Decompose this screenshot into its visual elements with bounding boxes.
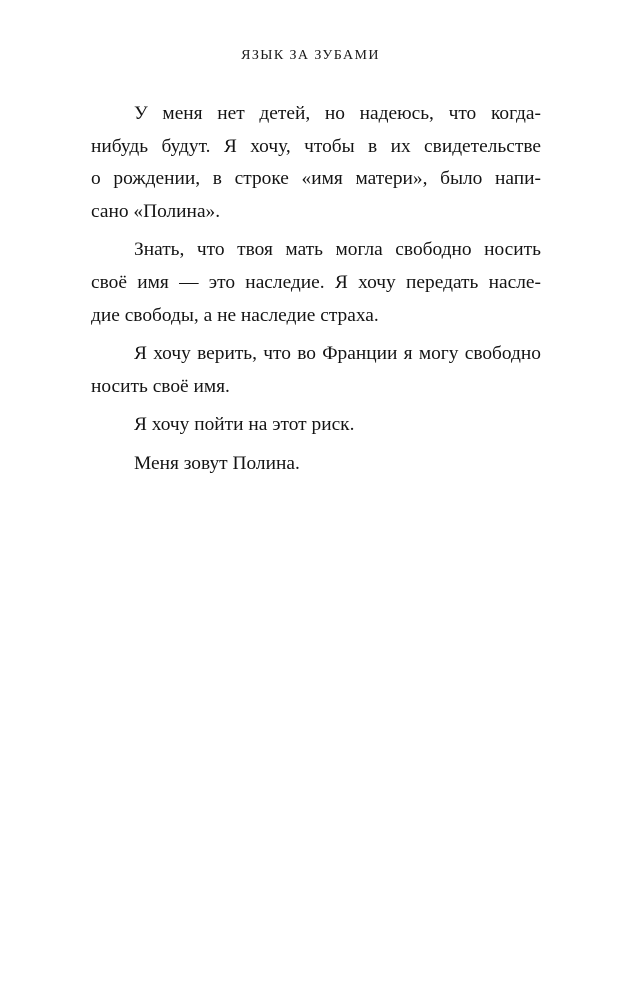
text-line: о рождении, в строке «имя матери», было напи-: [91, 168, 541, 190]
text-line: сано «Полина».: [91, 200, 221, 222]
body-text: [91, 98, 541, 481]
paragraph: [91, 448, 541, 481]
text-line: Я хочу верить, что во Франции я могу свободно: [134, 343, 541, 365]
text-line: Знать, что твоя мать могла свободно носить: [134, 239, 541, 261]
text-line: дие свободы, а не наследие страха.: [91, 304, 379, 326]
paragraph: [91, 234, 541, 332]
text-line: Меня зовут Полина.: [134, 452, 300, 474]
text-line: У меня нет детей, но надеюсь, что когда-: [134, 103, 541, 124]
running-head: ЯЗЫК ЗА ЗУБАМИ: [241, 48, 380, 63]
paragraph: [91, 338, 541, 403]
paragraph: [91, 98, 541, 228]
text-line: нибудь будут. Я хочу, чтобы в их свидетельстве: [91, 135, 541, 157]
paragraph: [91, 409, 541, 442]
text-line: Я хочу пойти на этот риск.: [134, 414, 355, 436]
text-line: своё имя — это наследие. Я хочу передать насле-: [91, 271, 541, 293]
text-line: носить своё имя.: [91, 375, 230, 397]
